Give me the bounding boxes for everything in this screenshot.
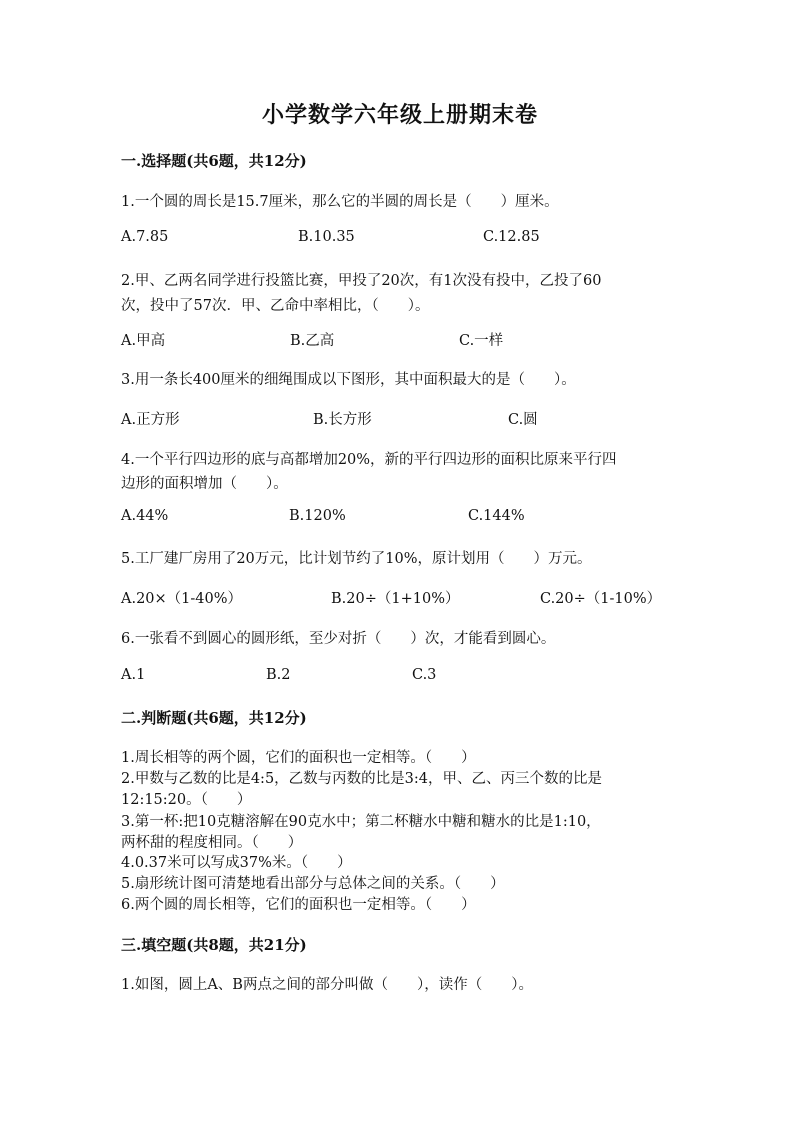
option-a: A.20×（1-40%） (121, 591, 243, 607)
question-text: 1.一个圆的周长是15.7厘米，那么它的半圆的周长是（ ）厘米。 (121, 194, 559, 210)
judge-line: 两杯甜的程度相同。（ ） (121, 835, 303, 851)
judge-line: 2.甲数与乙数的比是4:5，乙数与丙数的比是3:4，甲、乙、丙三个数的比是 (121, 771, 603, 787)
option-c: C.144% (468, 508, 525, 524)
option-b: B.2 (266, 667, 291, 683)
page-title: 小学数学六年级上册期末卷 (261, 102, 538, 128)
option-c: C.一样 (459, 333, 504, 349)
option-a: A.正方形 (121, 412, 180, 428)
option-c: C.20÷（1-10%） (540, 591, 662, 607)
question-text: 5.工厂建厂房用了20万元，比计划节约了10%，原计划用（ ）万元。 (121, 551, 592, 567)
option-b: B.乙高 (290, 333, 335, 349)
option-a: A.44% (121, 508, 169, 524)
fill-line: 1.如图，圆上A、B两点之间的部分叫做（ ），读作（ ）。 (121, 977, 533, 993)
option-b: B.20÷（1+10%） (331, 591, 460, 607)
option-b: B.长方形 (313, 412, 372, 428)
question-text: 6.一张看不到圆心的圆形纸，至少对折（ ）次，才能看到圆心。 (121, 631, 556, 647)
judge-line: 1.周长相等的两个圆，它们的面积也一定相等。（ ） (121, 750, 476, 766)
section-heading-fill: 三.填空题(共8题，共21分) (121, 936, 307, 954)
question-text: 3.用一条长400厘米的细绳围成以下图形，其中面积最大的是（ ）。 (121, 372, 576, 388)
option-a: A.甲高 (121, 333, 166, 349)
question-text: 2.甲、乙两名同学进行投篮比赛，甲投了20次，有1次没有投中，乙投了60 (121, 273, 602, 289)
judge-line: 6.两个圆的周长相等，它们的面积也一定相等。（ ） (121, 897, 476, 913)
question-text: 次，投中了57次．甲、乙命中率相比，（ ）。 (121, 298, 430, 314)
judge-line: 4.0.37米可以写成37%米。（ ） (121, 855, 352, 871)
option-b: B.120% (289, 508, 346, 524)
option-a: A.1 (121, 667, 146, 683)
judge-line: 12:15:20。（ ） (121, 792, 252, 808)
option-a: A.7.85 (121, 229, 169, 245)
option-c: C.12.85 (483, 229, 540, 245)
question-text: 边形的面积增加（ ）。 (121, 476, 288, 492)
judge-line: 3.第一杯:把10克糖溶解在90克水中；第二杯糖水中糖和糖水的比是1:10， (121, 814, 601, 830)
section-heading-choice: 一.选择题(共6题，共12分) (121, 152, 307, 170)
option-c: C.圆 (508, 412, 538, 428)
option-c: C.3 (412, 667, 437, 683)
question-text: 4.一个平行四边形的底与高都增加20%，新的平行四边形的面积比原来平行四 (121, 452, 617, 468)
judge-line: 5.扇形统计图可清楚地看出部分与总体之间的关系。（ ） (121, 876, 505, 892)
section-heading-judge: 二.判断题(共6题，共12分) (121, 709, 307, 727)
option-b: B.10.35 (298, 229, 355, 245)
